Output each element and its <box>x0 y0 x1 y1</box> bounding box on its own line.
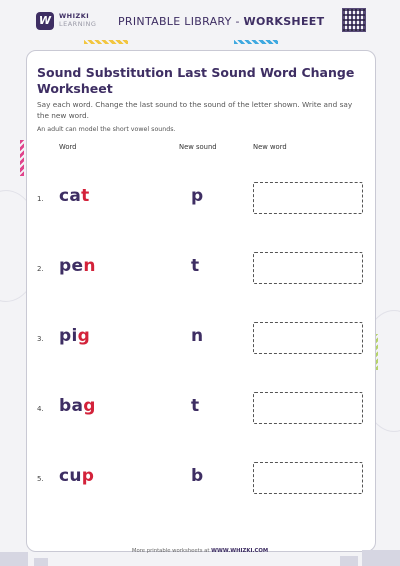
exercise-row <box>27 178 375 218</box>
exercise-row <box>27 458 375 498</box>
exercise-row <box>27 248 375 288</box>
last-letter: t <box>81 186 90 206</box>
column-header-new-sound: New sound <box>179 143 217 151</box>
last-letter: n <box>83 256 96 276</box>
exercise-row <box>27 318 375 358</box>
new-sound-letter: p <box>191 186 204 206</box>
last-letter: p <box>81 466 95 486</box>
answer-box[interactable] <box>253 252 363 284</box>
yellow-stripe-decoration <box>84 40 128 44</box>
worksheet-card <box>26 50 376 552</box>
column-header-new-word: New word <box>253 143 287 151</box>
adult-note: An adult can model the short vowel sounds. <box>37 126 176 133</box>
new-sound-letter: b <box>191 466 204 486</box>
page-header <box>30 6 370 36</box>
library-title: PRINTABLE LIBRARY - WORKSHEET <box>118 15 325 28</box>
answer-box[interactable] <box>253 392 363 424</box>
column-header-word: Word <box>59 143 77 151</box>
exercise-row <box>27 388 375 428</box>
footer-site-link[interactable]: WWW.WHIZKI.COM <box>211 548 269 554</box>
source-word: bag <box>59 396 96 416</box>
answer-box[interactable] <box>253 322 363 354</box>
row-number: 2. <box>37 265 44 273</box>
blue-stripe-decoration <box>234 40 278 44</box>
source-word: cup <box>59 466 95 486</box>
row-number: 4. <box>37 405 44 413</box>
source-word: cat <box>59 186 90 206</box>
qr-code-icon <box>342 8 366 32</box>
source-word: pen <box>59 256 96 276</box>
pink-stripe-decoration <box>20 140 24 176</box>
source-word: pig <box>59 326 91 346</box>
last-letter: g <box>77 326 91 346</box>
instructions: Say each word. Change the last sound to the sound of the letter shown. Write and say the new word. <box>37 100 353 120</box>
row-number: 1. <box>37 195 44 203</box>
footer: More printable worksheets at WWW.WHIZKI.COM <box>131 548 269 554</box>
last-letter: g <box>83 396 96 416</box>
row-number: 5. <box>37 475 44 483</box>
answer-box[interactable] <box>253 462 363 494</box>
new-sound-letter: t <box>191 256 200 276</box>
new-sound-letter: t <box>191 396 200 416</box>
row-number: 3. <box>37 335 44 343</box>
new-sound-letter: n <box>191 326 204 346</box>
worksheet-title: Sound Substitution Last Sound Word Change Worksheet <box>37 65 355 96</box>
brand-name: WHIZKI LEARNING <box>59 12 97 28</box>
answer-box[interactable] <box>253 182 363 214</box>
whizki-logo-icon: W <box>36 12 54 30</box>
